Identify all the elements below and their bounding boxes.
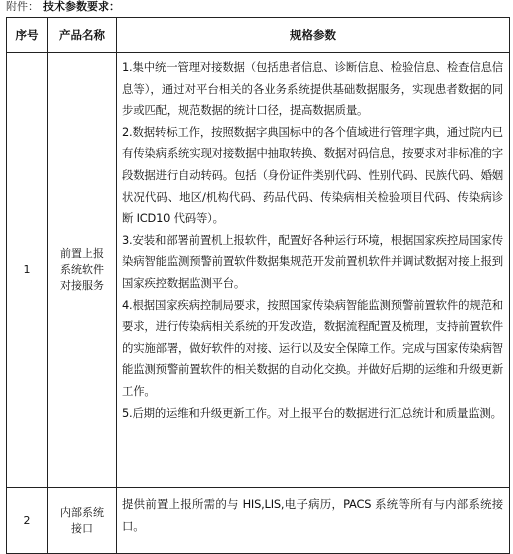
table-header-row	[7, 18, 510, 53]
spec-paragraph: 4.根据国家疾病控制局要求，按照国家传染病智能监测预警前置软件的规范和要求，进行传染病相关系统的开发改造，数据流程配置及梳理，支持前置软件的实施部署，做好软件的对接、运行以及安全保障工作。完成与国家传染病智能监测预警前置软件的相关数据的自动化交换。并做好后期的运维和升级更新工作。	[122, 297, 503, 398]
spec-paragraph: 1.集中统一管理对接数据（包括患者信息、诊断信息、检验信息、检查信息信息等），通过对平台相关的各业务系统提供基础数据服务，实现患者数据的同步或匹配，规范数据的统计口径，提高数据质量。	[122, 60, 503, 118]
caption-prefix: 附件：	[6, 0, 39, 13]
header-product-name: 产品名称	[48, 18, 117, 53]
spec-table	[6, 17, 510, 554]
row-seq: 1	[7, 53, 48, 488]
product-name-line: 接口	[71, 521, 93, 535]
table-row	[7, 488, 510, 554]
caption-title: 技术参数要求：	[43, 0, 120, 13]
row-product-name	[48, 488, 117, 554]
spec-paragraph: 5.后期的运维和升级更新工作。对上报平台的数据进行汇总统计和质量监测。	[122, 405, 502, 420]
product-name-line: 系统软件	[60, 263, 104, 276]
table-row	[7, 53, 510, 488]
document-caption	[6, 0, 120, 14]
header-spec: 规格参数	[117, 18, 510, 53]
spec-paragraph: 2.数据转标工作，按照数据字典国标中的各个值域进行管理字典，通过院内已有传染病系统实现对接数据中抽取转换、数据对码信息，按要求对非标准的字段数据进行自动转码。包括（身份证件类别代码、性别代码、民族代码、婚姻状况代码、地区/机构代码、药品代码、传染病相关检验项目代码、传染病诊断 ICD10 代码等）。	[122, 124, 503, 226]
row-seq: 2	[7, 488, 48, 554]
product-name-line: 对接服务	[60, 279, 104, 292]
spec-paragraph: 3.安装和部署前置机上报软件，配置好各种运行环境，根据国家疾控局国家传染病智能监测预警前置软件数据集规范开发前置机软件并调试数据对接上报到国家疾控数据监测平台。	[122, 232, 503, 290]
row-product-name	[48, 53, 117, 488]
row-spec	[117, 53, 510, 488]
product-name-line: 前置上报	[60, 247, 104, 260]
spec-paragraph: 提供前置上报所需的与 HIS,LIS,电子病历，PACS 系统等所有与内部系统接口。	[122, 497, 503, 533]
product-name-line: 内部系统	[60, 505, 104, 519]
row-spec	[117, 488, 510, 554]
header-seq: 序号	[7, 18, 48, 53]
